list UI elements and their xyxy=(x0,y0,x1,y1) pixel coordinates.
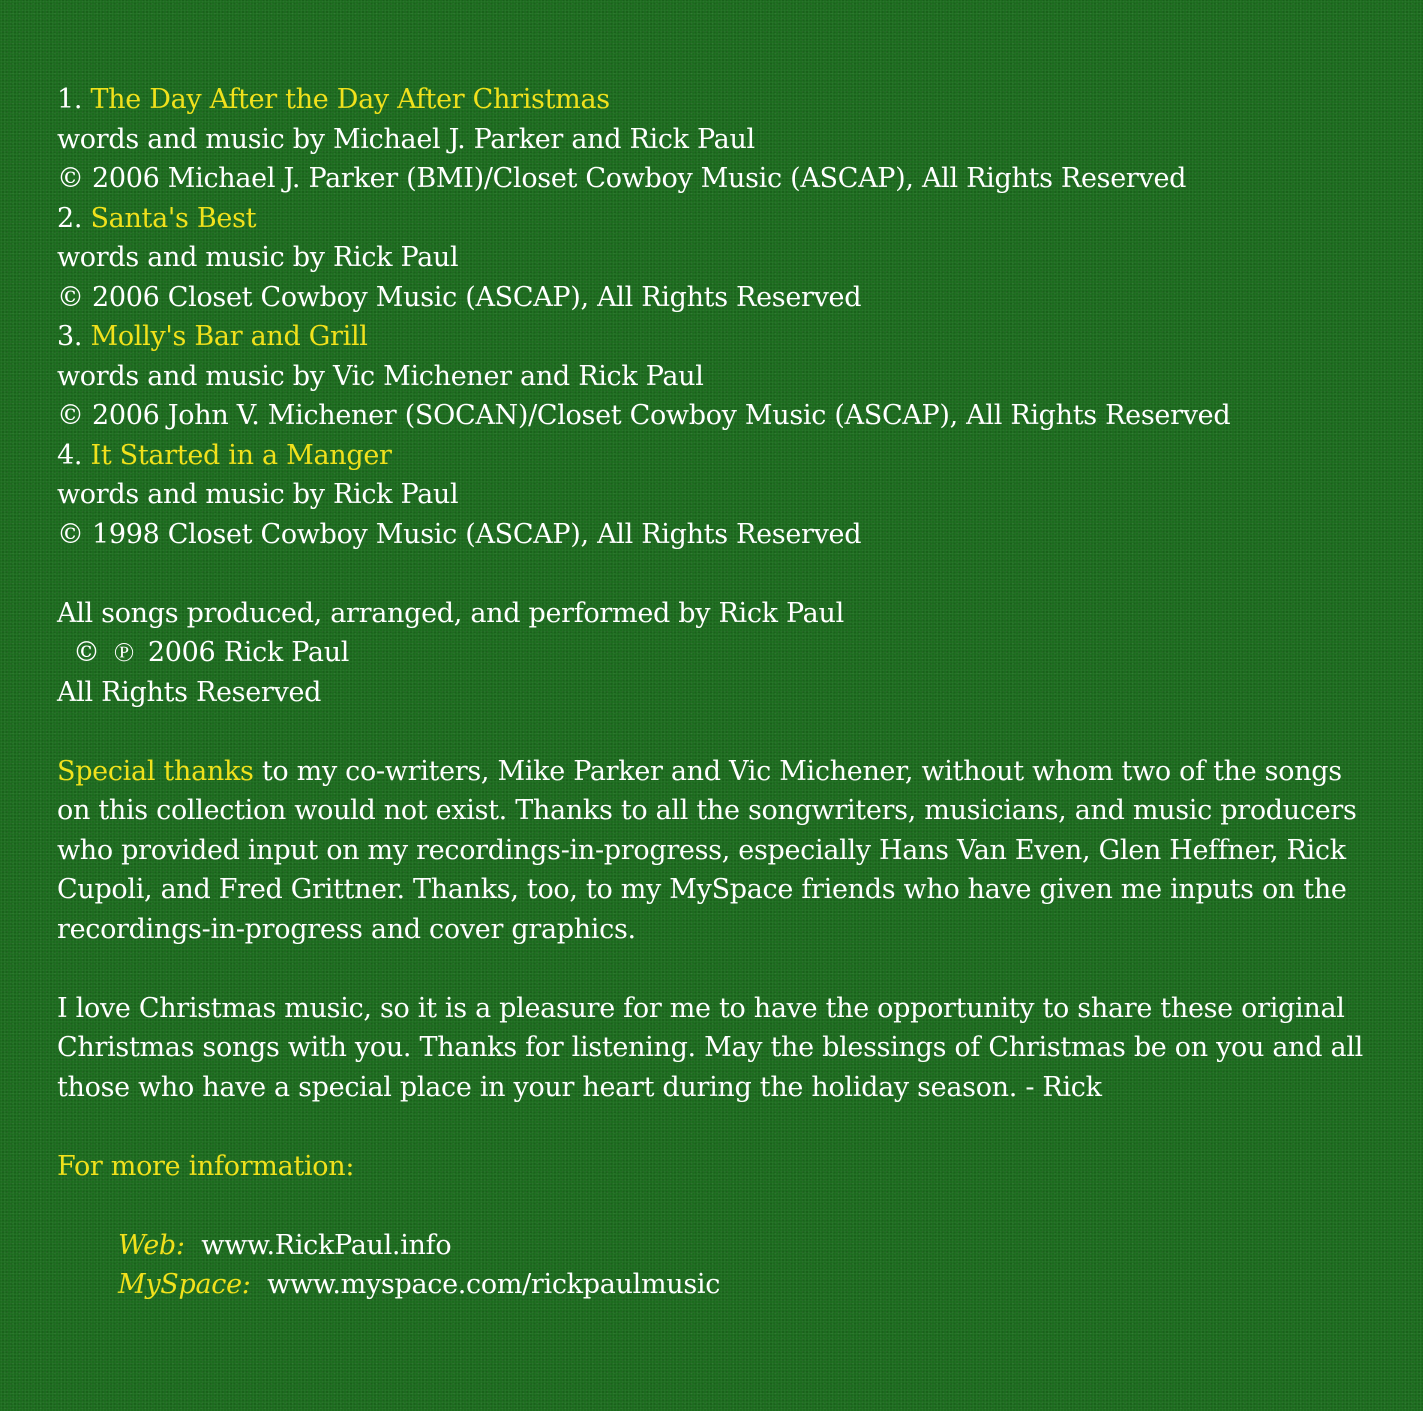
track-copyright: © 2006 Closet Cowboy Music (ASCAP), All Rights Reserved xyxy=(57,281,862,313)
message-paragraph: I love Christmas music, so it is a pleasure for me to have the opportunity to share these original Christmas songs with you. Thanks for listening. May the blessings of Christmas be on you and all those who have a special place in your heart during the holiday season. - Rick xyxy=(57,992,1364,1103)
track-title-line xyxy=(57,317,1397,357)
track-4 xyxy=(57,436,1397,555)
web-contact xyxy=(57,1226,1397,1266)
track-number: 1. xyxy=(57,84,83,115)
track-copyright: © 2006 Michael J. Parker (BMI)/Closet Cowboy Music (ASCAP), All Rights Reserved xyxy=(57,163,1187,194)
track-copyright: © 1998 Closet Cowboy Music (ASCAP), All Rights Reserved xyxy=(57,518,862,550)
web-label: Web: xyxy=(118,1229,185,1261)
web-url[interactable]: www.RickPaul.info xyxy=(201,1229,452,1261)
myspace-contact xyxy=(57,1265,1397,1305)
track-title: Santa's Best xyxy=(90,202,257,234)
track-title: The Day After the Day After Christmas xyxy=(90,84,610,115)
track-list xyxy=(57,80,1397,554)
track-credit: words and music by Michael J. Parker and Rick Paul xyxy=(57,123,755,155)
track-3 xyxy=(57,317,1397,436)
track-2 xyxy=(57,199,1397,318)
track-title: It Started in a Manger xyxy=(90,439,392,471)
thanks-paragraph xyxy=(57,752,1377,950)
track-credit: words and music by Rick Paul xyxy=(57,479,459,510)
track-title: Molly's Bar and Grill xyxy=(90,321,368,352)
spacer xyxy=(57,949,1397,989)
phonogram-symbol-icon: ℗ xyxy=(113,637,134,668)
spacer xyxy=(57,554,1397,594)
track-title-line xyxy=(57,80,1397,120)
track-credit: words and music by Vic Michener and Rick Paul xyxy=(57,360,704,392)
track-number: 3. xyxy=(57,321,83,352)
myspace-url[interactable]: www.myspace.com/rickpaulmusic xyxy=(267,1269,721,1300)
spacer xyxy=(57,712,1397,752)
track-number: 2. xyxy=(57,202,83,234)
track-copyright: © 2006 John V. Michener (SOCAN)/Closet Cowboy Music (ASCAP), All Rights Reserved xyxy=(57,400,1231,431)
rights-reserved: All Rights Reserved xyxy=(57,676,322,708)
spacer xyxy=(57,1186,1397,1226)
track-title-line xyxy=(57,199,1397,239)
info-heading: For more information: xyxy=(57,1150,355,1182)
copyright-year-owner: 2006 Rick Paul xyxy=(147,637,350,668)
spacer xyxy=(57,1107,1397,1147)
thanks-lead: Special thanks xyxy=(57,755,254,787)
track-1 xyxy=(57,80,1397,199)
myspace-label: MySpace: xyxy=(118,1269,251,1300)
liner-notes xyxy=(57,80,1397,1305)
copyright-symbol-icon: © xyxy=(73,637,100,668)
production-credits xyxy=(57,594,1397,713)
track-number: 4. xyxy=(57,439,83,471)
thanks-body: to my co-writers, Mike Parker and Vic Michener, without whom two of the songs on this collection would not exist. Thanks to all the songwriters, musicians, and music producers who provided input on my recordings-in-progress, especially Hans Van Even, Glen Heffner, Rick Cupoli, and Fred Grittner. Thanks, too, to my MySpace friends who have given me inputs on the recordings-in-progress and cover graphics. xyxy=(57,755,1357,945)
track-credit: words and music by Rick Paul xyxy=(57,242,459,273)
copyright-line xyxy=(57,633,1397,673)
track-title-line xyxy=(57,436,1397,476)
production-line: All songs produced, arranged, and performed by Rick Paul xyxy=(57,597,844,629)
